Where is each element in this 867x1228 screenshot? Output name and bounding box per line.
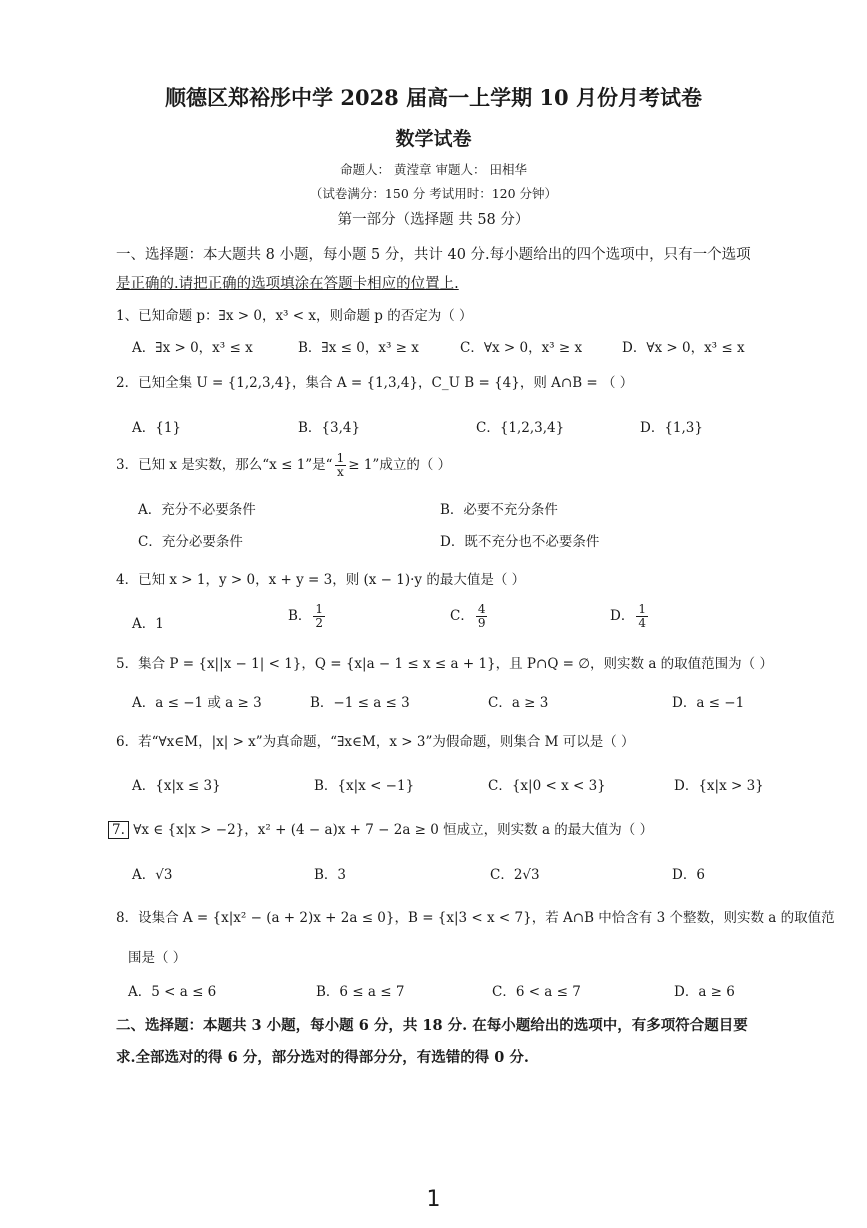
question-4-option-a: A．1 xyxy=(132,616,164,632)
question-6-option-a: A．{x|x ≤ 3} xyxy=(132,778,221,794)
section2-instructions-line2: 求.全部选对的得 6 分，部分选对的得部分分，有选错的得 0 分. xyxy=(116,1049,529,1066)
part-heading: 第一部分（选择题 共 58 分） xyxy=(337,212,530,228)
question-3-fraction xyxy=(335,452,347,479)
question-4-option-b xyxy=(288,603,327,630)
question-1-option-b: B．∃x ≤ 0，x³ ≥ x xyxy=(298,340,419,356)
question-3-stem-post: ≥ 1”成立的（ ） xyxy=(348,457,452,473)
question-5-option-c: C．a ≥ 3 xyxy=(488,695,549,711)
question-8-option-d: D．a ≥ 6 xyxy=(674,984,735,1000)
fraction-denominator: 9 xyxy=(477,616,486,630)
question-1-option-a: A．∃x > 0，x³ ≤ x xyxy=(132,340,253,356)
exam-info: （试卷满分：150 分 考试用时：120 分钟） xyxy=(309,186,558,201)
question-8-option-b: B．6 ≤ a ≤ 7 xyxy=(316,984,405,1000)
option-fraction xyxy=(636,603,648,630)
question-3-option-b: B．必要不充分条件 xyxy=(440,502,558,518)
question-5-option-d: D．a ≤ −1 xyxy=(672,695,745,711)
question-3-stem-pre: 3．已知 x 是实数，那么“x ≤ 1”是“ xyxy=(116,457,333,473)
question-5-stem: 5．集合 P = {x||x − 1| < 1}，Q = {x|a − 1 ≤ x ≤ a + 1}，且 P∩Q = ∅，则实数 a 的取值范围为（ ） xyxy=(116,656,773,672)
fraction-numerator: 1 xyxy=(315,602,324,616)
fraction-numerator: 4 xyxy=(477,602,486,616)
question-2-option-a: A．{1} xyxy=(132,420,182,436)
question-2-stem: 2．已知全集 U = {1,2,3,4}，集合 A = {1,3,4}，C_U B = {4}，则 A∩B = （ ） xyxy=(116,375,634,391)
fraction-denominator: 2 xyxy=(315,616,324,630)
question-3-option-d: D．既不充分也不必要条件 xyxy=(440,534,600,550)
question-6-option-c: C．{x|0 < x < 3} xyxy=(488,778,606,794)
fraction-numerator: 1 xyxy=(336,451,345,465)
question-5-option-b: B．−1 ≤ a ≤ 3 xyxy=(310,695,410,711)
question-3-stem xyxy=(116,452,451,479)
fraction-denominator: x xyxy=(337,465,344,479)
section1-instructions-line1: 一、选择题：本大题共 8 小题，每小题 5 分，共计 40 分.每小题给出的四个选项中，只有一个选项 xyxy=(116,247,751,263)
option-fraction xyxy=(476,603,488,630)
question-2-option-b: B．{3,4} xyxy=(298,420,361,436)
exam-authors: 命题人： 黄滢章 审题人： 田相华 xyxy=(340,162,527,177)
question-1-stem: 1、已知命题 p：∃x > 0，x³ < x，则命题 p 的否定为（ ） xyxy=(116,308,473,324)
question-7-stem-text: ∀x ∈ {x|x > −2}，x² + (4 − a)x + 7 − 2a ≥ 0 恒成立，则实数 a 的最大值为（ ） xyxy=(133,822,654,838)
option-fraction xyxy=(313,603,325,630)
question-5-option-a: A．a ≤ −1 或 a ≥ 3 xyxy=(132,695,262,711)
question-3-option-c: C．充分必要条件 xyxy=(138,534,243,550)
question-1-option-d: D．∀x > 0，x³ ≤ x xyxy=(622,340,745,356)
question-7-option-b: B．3 xyxy=(314,867,347,883)
exam-title: 顺德区郑裕彤中学 2028 届高一上学期 10 月份月考试卷 xyxy=(165,85,702,110)
question-3-option-a: A．充分不必要条件 xyxy=(138,502,256,518)
question-6-stem: 6．若“∀x∈M，|x| > x”为真命题，“∃x∈M，x > 3”为假命题，则集合 M 可以是（ ） xyxy=(116,734,635,750)
question-7-number-box: 7. xyxy=(108,821,129,839)
question-4-option-d xyxy=(610,603,650,630)
question-6-option-b: B．{x|x < −1} xyxy=(314,778,415,794)
question-4-stem: 4．已知 x > 1，y > 0，x + y = 3，则 (x − 1)·y 的最大值是（ ） xyxy=(116,572,526,588)
fraction-denominator: 4 xyxy=(638,616,646,630)
option-label: D． xyxy=(610,608,635,624)
question-7-option-c: C．2√3 xyxy=(490,867,540,883)
question-7-option-a: A．√3 xyxy=(132,867,173,883)
section1-instructions-line2: 是正确的.请把正确的选项填涂在答题卡相应的位置上. xyxy=(116,276,459,292)
question-2-option-d: D．{1,3} xyxy=(640,420,703,436)
question-2-option-c: C．{1,2,3,4} xyxy=(476,420,565,436)
question-1-option-c: C．∀x > 0，x³ ≥ x xyxy=(460,340,583,356)
question-8-stem-line2: 围是（ ） xyxy=(128,950,187,966)
option-label: B． xyxy=(288,608,312,624)
fraction-numerator: 1 xyxy=(638,602,646,616)
question-8-option-a: A．5 < a ≤ 6 xyxy=(128,984,217,1000)
question-8-stem-line1: 8．设集合 A = {x|x² − (a + 2)x + 2a ≤ 0}，B = {x|3 < x < 7}，若 A∩B 中恰含有 3 个整数，则实数 a 的取值范 xyxy=(116,910,835,926)
question-7-stem xyxy=(108,818,653,839)
page-number: 1 xyxy=(426,1187,441,1212)
option-label: C． xyxy=(450,608,474,624)
question-6-option-d: D．{x|x > 3} xyxy=(674,778,764,794)
exam-subtitle: 数学试卷 xyxy=(395,128,472,150)
section2-instructions-line1: 二、选择题：本题共 3 小题，每小题 6 分，共 18 分. 在每小题给出的选项中，有多项符合题目要 xyxy=(116,1017,748,1034)
question-4-option-c xyxy=(450,603,489,630)
question-8-option-c: C．6 < a ≤ 7 xyxy=(492,984,581,1000)
question-7-option-d: D．6 xyxy=(672,867,705,883)
